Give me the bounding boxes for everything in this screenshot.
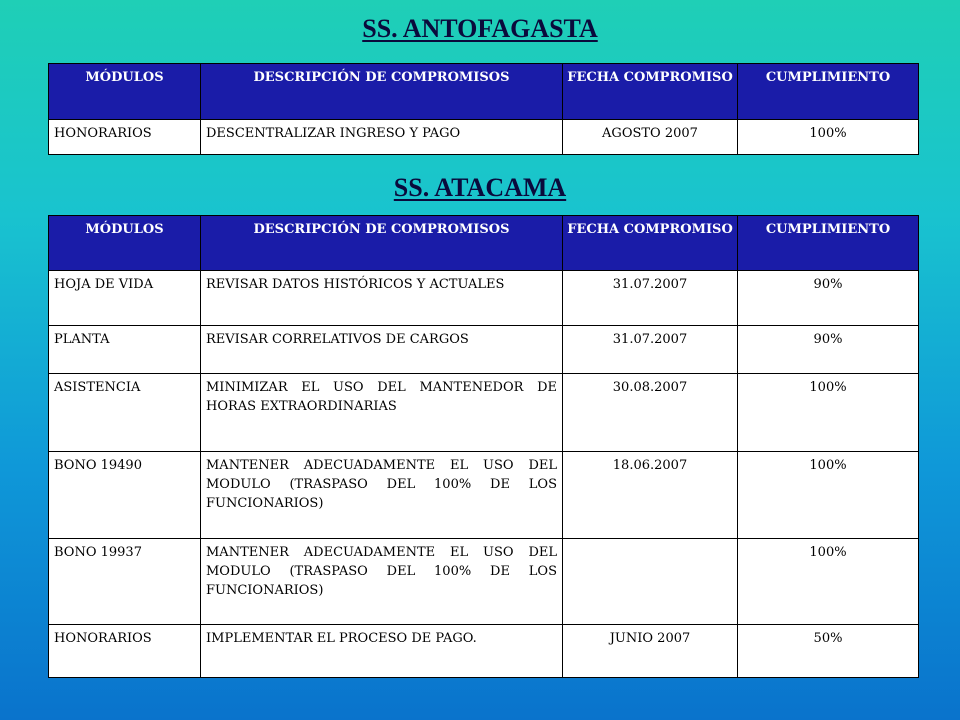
cell-modulo: HONORARIOS [49,625,201,678]
cell-fecha: JUNIO 2007 [563,625,738,678]
cell-fecha: 30.08.2007 [563,374,738,452]
header-modulos: MÓDULOS [49,64,201,120]
cell-descripcion: MANTENER ADECUADAMENTE EL USO DEL MODULO (TRASPASO DEL 100% DE LOS FUNCIONARIOS) [201,539,563,625]
atacama-table [48,215,919,678]
table-row [49,120,919,155]
table-row [49,452,919,539]
antofagasta-table [48,63,919,155]
cell-modulo: HOJA DE VIDA [49,271,201,326]
cell-cumplimiento: 90% [738,271,919,326]
header-descripcion: DESCRIPCIÓN DE COMPROMISOS [201,64,563,120]
header-fecha: FECHA COMPROMISO [563,216,738,271]
cell-cumplimiento: 100% [738,374,919,452]
cell-fecha [563,539,738,625]
table-row [49,374,919,452]
header-fecha: FECHA COMPROMISO [563,64,738,120]
cell-descripcion: MINIMIZAR EL USO DEL MANTENEDOR DE HORAS EXTRAORDINARIAS [201,374,563,452]
cell-modulo: PLANTA [49,326,201,374]
cell-descripcion: REVISAR CORRELATIVOS DE CARGOS [201,326,563,374]
header-cumplimiento: CUMPLIMIENTO [738,64,919,120]
cell-cumplimiento: 50% [738,625,919,678]
section-title-atacama: SS. ATACAMA [393,173,567,202]
cell-modulo: BONO 19937 [49,539,201,625]
cell-modulo: ASISTENCIA [49,374,201,452]
cell-fecha: 31.07.2007 [563,326,738,374]
table-header-row [49,216,919,271]
table-header-row [49,64,919,120]
table-row [49,271,919,326]
header-descripcion: DESCRIPCIÓN DE COMPROMISOS [201,216,563,271]
section-title-antofagasta: SS. ANTOFAGASTA [362,14,598,43]
header-cumplimiento: CUMPLIMIENTO [738,216,919,271]
cell-cumplimiento: 90% [738,326,919,374]
cell-fecha: 31.07.2007 [563,271,738,326]
cell-descripcion: IMPLEMENTAR EL PROCESO DE PAGO. [201,625,563,678]
table-row [49,326,919,374]
header-modulos: MÓDULOS [49,216,201,271]
table-row [49,539,919,625]
cell-cumplimiento: 100% [738,452,919,539]
cell-fecha: AGOSTO 2007 [563,120,738,155]
table-row [49,625,919,678]
cell-modulo: BONO 19490 [49,452,201,539]
cell-descripcion: REVISAR DATOS HISTÓRICOS Y ACTUALES [201,271,563,326]
cell-descripcion: MANTENER ADECUADAMENTE EL USO DEL MODULO (TRASPASO DEL 100% DE LOS FUNCIONARIOS) [201,452,563,539]
cell-fecha: 18.06.2007 [563,452,738,539]
cell-descripcion: DESCENTRALIZAR INGRESO Y PAGO [201,120,563,155]
cell-modulo: HONORARIOS [49,120,201,155]
cell-cumplimiento: 100% [738,120,919,155]
cell-cumplimiento: 100% [738,539,919,625]
